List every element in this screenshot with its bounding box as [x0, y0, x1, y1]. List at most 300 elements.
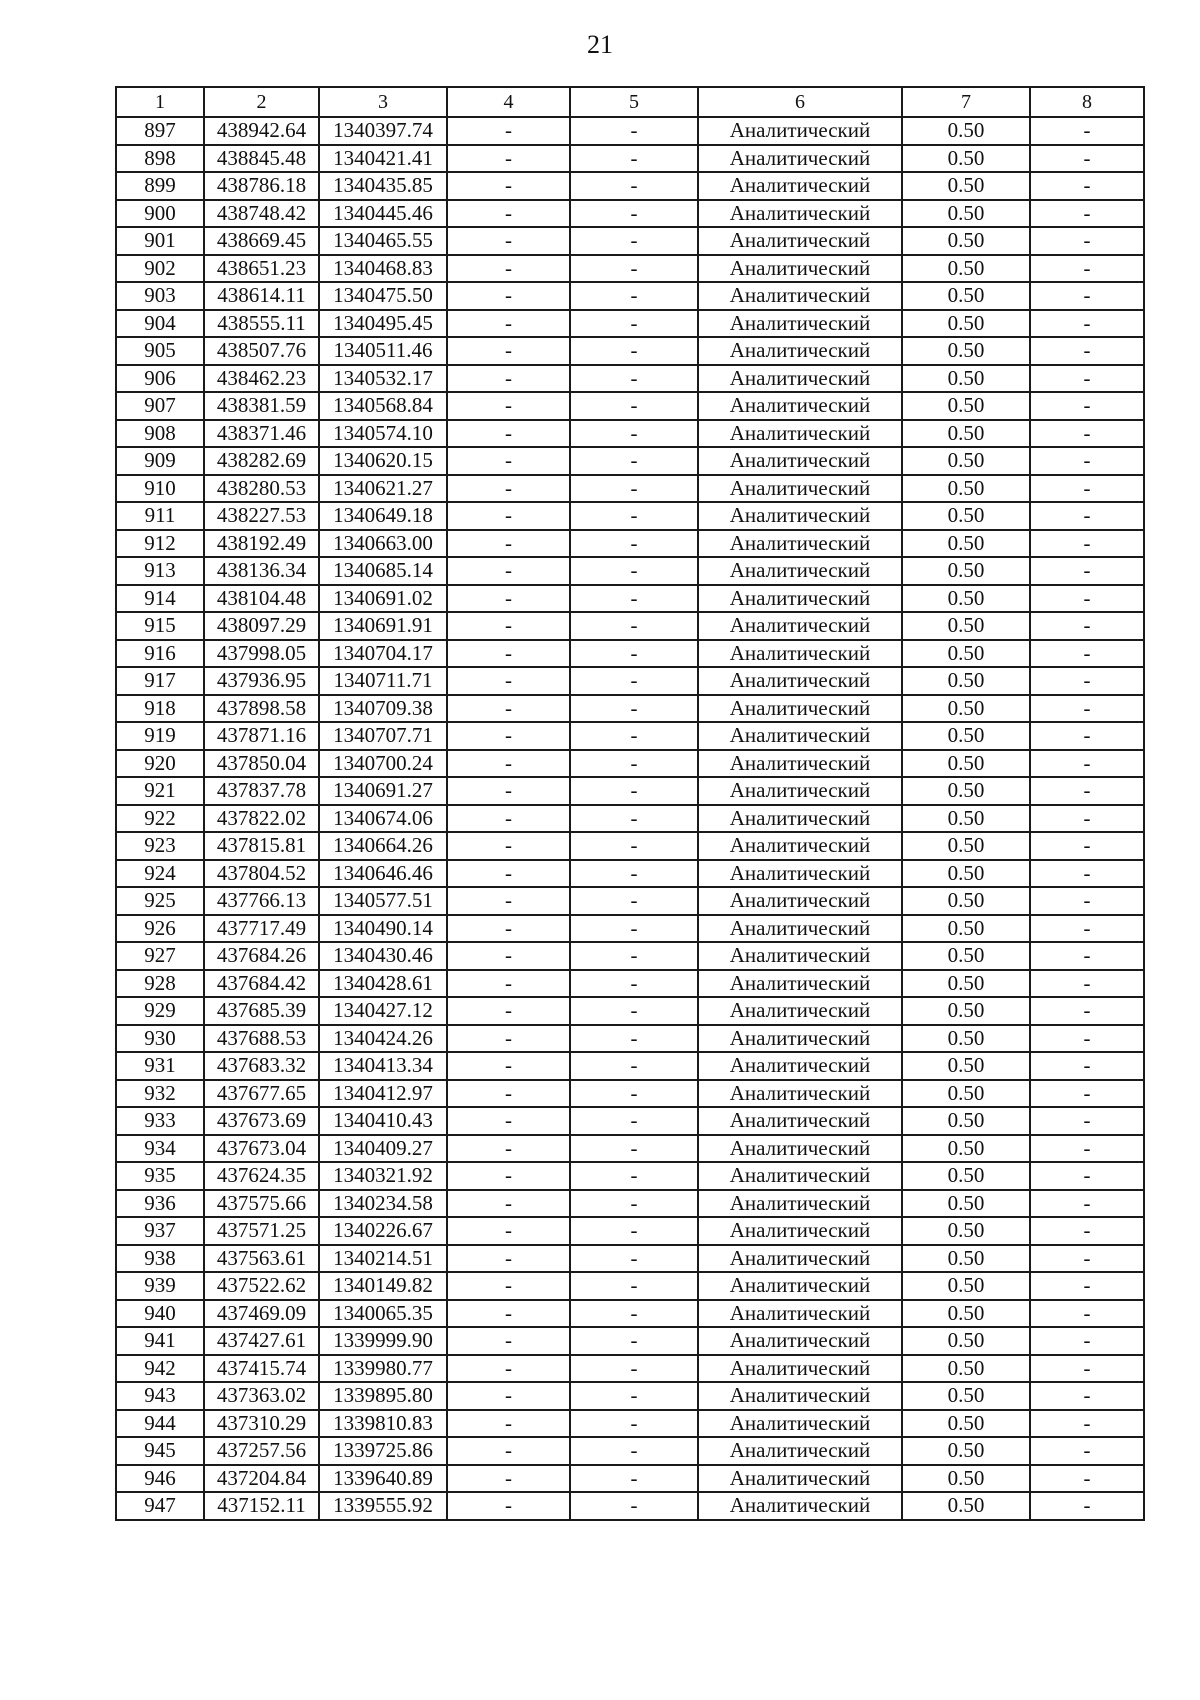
col-8-value-cell: - [1030, 695, 1144, 723]
accuracy-cell: 0.50 [902, 475, 1030, 503]
col-8-value-cell: - [1030, 887, 1144, 915]
col-8-value-cell: - [1030, 1135, 1144, 1163]
col-8-value-cell: - [1030, 420, 1144, 448]
table-row [116, 585, 1144, 613]
y-coordinate-cell: 1340214.51 [319, 1245, 447, 1273]
accuracy-cell: 0.50 [902, 1272, 1030, 1300]
col-4-value-cell: - [447, 1162, 570, 1190]
col-8-value-cell: - [1030, 337, 1144, 365]
accuracy-cell: 0.50 [902, 805, 1030, 833]
x-coordinate-cell: 438669.45 [204, 227, 319, 255]
y-coordinate-cell: 1340664.26 [319, 832, 447, 860]
col-5-value-cell: - [570, 1410, 698, 1438]
method-cell: Аналитический [698, 1245, 902, 1273]
table-row [116, 970, 1144, 998]
col-4-value-cell: - [447, 1107, 570, 1135]
table-row [116, 420, 1144, 448]
point-number-cell: 917 [116, 667, 204, 695]
table-row [116, 282, 1144, 310]
accuracy-cell: 0.50 [902, 200, 1030, 228]
col-5-value-cell: - [570, 777, 698, 805]
col-8-value-cell: - [1030, 502, 1144, 530]
col-5-value-cell: - [570, 942, 698, 970]
method-cell: Аналитический [698, 420, 902, 448]
col-8-value-cell: - [1030, 722, 1144, 750]
col-4-value-cell: - [447, 1217, 570, 1245]
col-8-value-cell: - [1030, 1080, 1144, 1108]
point-number-cell: 937 [116, 1217, 204, 1245]
y-coordinate-cell: 1339810.83 [319, 1410, 447, 1438]
x-coordinate-cell: 437310.29 [204, 1410, 319, 1438]
col-4-value-cell: - [447, 1437, 570, 1465]
table-row [116, 1135, 1144, 1163]
table-row [116, 145, 1144, 173]
col-8-value-cell: - [1030, 585, 1144, 613]
accuracy-cell: 0.50 [902, 1025, 1030, 1053]
accuracy-cell: 0.50 [902, 640, 1030, 668]
y-coordinate-cell: 1340065.35 [319, 1300, 447, 1328]
accuracy-cell: 0.50 [902, 1410, 1030, 1438]
y-coordinate-cell: 1340707.71 [319, 722, 447, 750]
table-row [116, 1162, 1144, 1190]
col-5-value-cell: - [570, 612, 698, 640]
y-coordinate-cell: 1340574.10 [319, 420, 447, 448]
col-8-value-cell: - [1030, 145, 1144, 173]
col-5-value-cell: - [570, 805, 698, 833]
method-cell: Аналитический [698, 1410, 902, 1438]
method-cell: Аналитический [698, 915, 902, 943]
col-8-value-cell: - [1030, 1217, 1144, 1245]
col-4-value-cell: - [447, 805, 570, 833]
col-8-value-cell: - [1030, 942, 1144, 970]
method-cell: Аналитический [698, 502, 902, 530]
point-number-cell: 920 [116, 750, 204, 778]
col-4-value-cell: - [447, 1492, 570, 1520]
point-number-cell: 931 [116, 1052, 204, 1080]
col-5-value-cell: - [570, 227, 698, 255]
table-row [116, 1300, 1144, 1328]
x-coordinate-cell: 437571.25 [204, 1217, 319, 1245]
y-coordinate-cell: 1340413.34 [319, 1052, 447, 1080]
point-number-cell: 914 [116, 585, 204, 613]
col-4-value-cell: - [447, 1382, 570, 1410]
y-coordinate-cell: 1340646.46 [319, 860, 447, 888]
table-row [116, 722, 1144, 750]
col-4-value-cell: - [447, 392, 570, 420]
col-5-value-cell: - [570, 750, 698, 778]
table-row [116, 1025, 1144, 1053]
table-row [116, 860, 1144, 888]
point-number-cell: 909 [116, 447, 204, 475]
accuracy-cell: 0.50 [902, 997, 1030, 1025]
col-4-value-cell: - [447, 447, 570, 475]
col-8-value-cell: - [1030, 612, 1144, 640]
x-coordinate-cell: 437850.04 [204, 750, 319, 778]
coordinates-table [115, 86, 1145, 1521]
method-cell: Аналитический [698, 145, 902, 173]
x-coordinate-cell: 437936.95 [204, 667, 319, 695]
col-5-value-cell: - [570, 1190, 698, 1218]
table-row [116, 997, 1144, 1025]
method-cell: Аналитический [698, 365, 902, 393]
col-4-value-cell: - [447, 200, 570, 228]
table-row [116, 750, 1144, 778]
method-cell: Аналитический [698, 750, 902, 778]
col-5-value-cell: - [570, 310, 698, 338]
col-5-value-cell: - [570, 530, 698, 558]
table-row [116, 1410, 1144, 1438]
col-5-value-cell: - [570, 1327, 698, 1355]
x-coordinate-cell: 437683.32 [204, 1052, 319, 1080]
point-number-cell: 913 [116, 557, 204, 585]
y-coordinate-cell: 1340577.51 [319, 887, 447, 915]
method-cell: Аналитический [698, 1437, 902, 1465]
method-cell: Аналитический [698, 447, 902, 475]
point-number-cell: 941 [116, 1327, 204, 1355]
x-coordinate-cell: 437624.35 [204, 1162, 319, 1190]
accuracy-cell: 0.50 [902, 1135, 1030, 1163]
y-coordinate-cell: 1340468.83 [319, 255, 447, 283]
col-4-value-cell: - [447, 1190, 570, 1218]
y-coordinate-cell: 1340475.50 [319, 282, 447, 310]
col-5-value-cell: - [570, 915, 698, 943]
y-coordinate-cell: 1340428.61 [319, 970, 447, 998]
col-8-value-cell: - [1030, 1052, 1144, 1080]
point-number-cell: 903 [116, 282, 204, 310]
method-cell: Аналитический [698, 1465, 902, 1493]
method-cell: Аналитический [698, 1107, 902, 1135]
method-cell: Аналитический [698, 1025, 902, 1053]
col-4-value-cell: - [447, 750, 570, 778]
table-row [116, 1355, 1144, 1383]
col-4-value-cell: - [447, 887, 570, 915]
accuracy-cell: 0.50 [902, 502, 1030, 530]
point-number-cell: 928 [116, 970, 204, 998]
col-4-value-cell: - [447, 557, 570, 585]
table-row [116, 392, 1144, 420]
col-4-value-cell: - [447, 282, 570, 310]
col-4-value-cell: - [447, 1052, 570, 1080]
col-4-value-cell: - [447, 942, 570, 970]
point-number-cell: 904 [116, 310, 204, 338]
table-row [116, 942, 1144, 970]
x-coordinate-cell: 438227.53 [204, 502, 319, 530]
col-4-value-cell: - [447, 172, 570, 200]
col-4-value-cell: - [447, 777, 570, 805]
col-5-value-cell: - [570, 667, 698, 695]
table-row [116, 1437, 1144, 1465]
x-coordinate-cell: 438507.76 [204, 337, 319, 365]
table-row [116, 1217, 1144, 1245]
x-coordinate-cell: 437673.69 [204, 1107, 319, 1135]
method-cell: Аналитический [698, 1382, 902, 1410]
column-header-1: 1 [116, 87, 204, 117]
col-4-value-cell: - [447, 1135, 570, 1163]
point-number-cell: 925 [116, 887, 204, 915]
col-5-value-cell: - [570, 695, 698, 723]
point-number-cell: 923 [116, 832, 204, 860]
column-header-6: 6 [698, 87, 902, 117]
point-number-cell: 939 [116, 1272, 204, 1300]
x-coordinate-cell: 437563.61 [204, 1245, 319, 1273]
method-cell: Аналитический [698, 1135, 902, 1163]
point-number-cell: 900 [116, 200, 204, 228]
point-number-cell: 906 [116, 365, 204, 393]
accuracy-cell: 0.50 [902, 172, 1030, 200]
method-cell: Аналитический [698, 337, 902, 365]
y-coordinate-cell: 1340704.17 [319, 640, 447, 668]
point-number-cell: 916 [116, 640, 204, 668]
point-number-cell: 918 [116, 695, 204, 723]
col-8-value-cell: - [1030, 1162, 1144, 1190]
method-cell: Аналитический [698, 282, 902, 310]
col-8-value-cell: - [1030, 117, 1144, 145]
col-5-value-cell: - [570, 365, 698, 393]
accuracy-cell: 0.50 [902, 1107, 1030, 1135]
col-4-value-cell: - [447, 255, 570, 283]
x-coordinate-cell: 437673.04 [204, 1135, 319, 1163]
method-cell: Аналитический [698, 200, 902, 228]
x-coordinate-cell: 438282.69 [204, 447, 319, 475]
col-8-value-cell: - [1030, 447, 1144, 475]
col-8-value-cell: - [1030, 530, 1144, 558]
col-5-value-cell: - [570, 1382, 698, 1410]
table-row [116, 557, 1144, 585]
x-coordinate-cell: 437804.52 [204, 860, 319, 888]
col-5-value-cell: - [570, 420, 698, 448]
col-4-value-cell: - [447, 420, 570, 448]
x-coordinate-cell: 437684.42 [204, 970, 319, 998]
point-number-cell: 902 [116, 255, 204, 283]
col-8-value-cell: - [1030, 172, 1144, 200]
table-row [116, 667, 1144, 695]
x-coordinate-cell: 437685.39 [204, 997, 319, 1025]
col-5-value-cell: - [570, 447, 698, 475]
accuracy-cell: 0.50 [902, 1190, 1030, 1218]
y-coordinate-cell: 1340409.27 [319, 1135, 447, 1163]
col-4-value-cell: - [447, 1327, 570, 1355]
y-coordinate-cell: 1340709.38 [319, 695, 447, 723]
table-row [116, 310, 1144, 338]
accuracy-cell: 0.50 [902, 585, 1030, 613]
x-coordinate-cell: 438462.23 [204, 365, 319, 393]
accuracy-cell: 0.50 [902, 777, 1030, 805]
accuracy-cell: 0.50 [902, 612, 1030, 640]
col-5-value-cell: - [570, 145, 698, 173]
y-coordinate-cell: 1339725.86 [319, 1437, 447, 1465]
col-4-value-cell: - [447, 612, 570, 640]
accuracy-cell: 0.50 [902, 365, 1030, 393]
col-8-value-cell: - [1030, 365, 1144, 393]
x-coordinate-cell: 438786.18 [204, 172, 319, 200]
x-coordinate-cell: 437415.74 [204, 1355, 319, 1383]
y-coordinate-cell: 1340226.67 [319, 1217, 447, 1245]
column-header-5: 5 [570, 87, 698, 117]
col-4-value-cell: - [447, 1272, 570, 1300]
y-coordinate-cell: 1340691.27 [319, 777, 447, 805]
col-5-value-cell: - [570, 392, 698, 420]
point-number-cell: 946 [116, 1465, 204, 1493]
col-4-value-cell: - [447, 502, 570, 530]
col-4-value-cell: - [447, 1245, 570, 1273]
x-coordinate-cell: 437522.62 [204, 1272, 319, 1300]
accuracy-cell: 0.50 [902, 1465, 1030, 1493]
method-cell: Аналитический [698, 695, 902, 723]
table-row [116, 255, 1144, 283]
y-coordinate-cell: 1340430.46 [319, 942, 447, 970]
table-row [116, 640, 1144, 668]
x-coordinate-cell: 437469.09 [204, 1300, 319, 1328]
y-coordinate-cell: 1339555.92 [319, 1492, 447, 1520]
col-8-value-cell: - [1030, 1107, 1144, 1135]
table-row [116, 365, 1144, 393]
method-cell: Аналитический [698, 1052, 902, 1080]
method-cell: Аналитический [698, 1162, 902, 1190]
method-cell: Аналитический [698, 310, 902, 338]
accuracy-cell: 0.50 [902, 530, 1030, 558]
method-cell: Аналитический [698, 1327, 902, 1355]
method-cell: Аналитический [698, 777, 902, 805]
col-5-value-cell: - [570, 1135, 698, 1163]
accuracy-cell: 0.50 [902, 1162, 1030, 1190]
x-coordinate-cell: 437363.02 [204, 1382, 319, 1410]
table-row [116, 1190, 1144, 1218]
col-4-value-cell: - [447, 667, 570, 695]
col-5-value-cell: - [570, 1162, 698, 1190]
table-row [116, 117, 1144, 145]
x-coordinate-cell: 437717.49 [204, 915, 319, 943]
col-4-value-cell: - [447, 1465, 570, 1493]
table-row [116, 1052, 1144, 1080]
accuracy-cell: 0.50 [902, 310, 1030, 338]
y-coordinate-cell: 1340435.85 [319, 172, 447, 200]
col-5-value-cell: - [570, 1080, 698, 1108]
col-5-value-cell: - [570, 860, 698, 888]
accuracy-cell: 0.50 [902, 750, 1030, 778]
accuracy-cell: 0.50 [902, 942, 1030, 970]
accuracy-cell: 0.50 [902, 695, 1030, 723]
col-4-value-cell: - [447, 475, 570, 503]
accuracy-cell: 0.50 [902, 887, 1030, 915]
method-cell: Аналитический [698, 227, 902, 255]
method-cell: Аналитический [698, 585, 902, 613]
col-4-value-cell: - [447, 145, 570, 173]
point-number-cell: 898 [116, 145, 204, 173]
col-8-value-cell: - [1030, 557, 1144, 585]
accuracy-cell: 0.50 [902, 282, 1030, 310]
point-number-cell: 927 [116, 942, 204, 970]
col-5-value-cell: - [570, 475, 698, 503]
col-5-value-cell: - [570, 997, 698, 1025]
col-5-value-cell: - [570, 117, 698, 145]
point-number-cell: 945 [116, 1437, 204, 1465]
accuracy-cell: 0.50 [902, 1300, 1030, 1328]
col-8-value-cell: - [1030, 1190, 1144, 1218]
table-header-row [116, 87, 1144, 117]
method-cell: Аналитический [698, 997, 902, 1025]
y-coordinate-cell: 1340321.92 [319, 1162, 447, 1190]
point-number-cell: 932 [116, 1080, 204, 1108]
accuracy-cell: 0.50 [902, 145, 1030, 173]
method-cell: Аналитический [698, 557, 902, 585]
column-header-4: 4 [447, 87, 570, 117]
table-row [116, 1272, 1144, 1300]
point-number-cell: 919 [116, 722, 204, 750]
x-coordinate-cell: 438942.64 [204, 117, 319, 145]
x-coordinate-cell: 438104.48 [204, 585, 319, 613]
point-number-cell: 933 [116, 1107, 204, 1135]
col-8-value-cell: - [1030, 200, 1144, 228]
column-header-8: 8 [1030, 87, 1144, 117]
table-row [116, 1492, 1144, 1520]
method-cell: Аналитический [698, 172, 902, 200]
table-row [116, 227, 1144, 255]
method-cell: Аналитический [698, 1355, 902, 1383]
point-number-cell: 929 [116, 997, 204, 1025]
x-coordinate-cell: 437815.81 [204, 832, 319, 860]
y-coordinate-cell: 1340663.00 [319, 530, 447, 558]
method-cell: Аналитический [698, 1190, 902, 1218]
col-4-value-cell: - [447, 1025, 570, 1053]
method-cell: Аналитический [698, 392, 902, 420]
accuracy-cell: 0.50 [902, 337, 1030, 365]
accuracy-cell: 0.50 [902, 117, 1030, 145]
col-4-value-cell: - [447, 585, 570, 613]
table-row [116, 1327, 1144, 1355]
table-row [116, 475, 1144, 503]
y-coordinate-cell: 1340410.43 [319, 1107, 447, 1135]
table-body [116, 117, 1144, 1520]
point-number-cell: 910 [116, 475, 204, 503]
table-row [116, 695, 1144, 723]
col-5-value-cell: - [570, 1437, 698, 1465]
method-cell: Аналитический [698, 612, 902, 640]
method-cell: Аналитический [698, 255, 902, 283]
method-cell: Аналитический [698, 1300, 902, 1328]
accuracy-cell: 0.50 [902, 832, 1030, 860]
col-4-value-cell: - [447, 970, 570, 998]
col-5-value-cell: - [570, 1465, 698, 1493]
col-5-value-cell: - [570, 282, 698, 310]
x-coordinate-cell: 437684.26 [204, 942, 319, 970]
x-coordinate-cell: 438097.29 [204, 612, 319, 640]
col-4-value-cell: - [447, 832, 570, 860]
y-coordinate-cell: 1340412.97 [319, 1080, 447, 1108]
table-row [116, 777, 1144, 805]
accuracy-cell: 0.50 [902, 420, 1030, 448]
point-number-cell: 944 [116, 1410, 204, 1438]
x-coordinate-cell: 438192.49 [204, 530, 319, 558]
table-row [116, 805, 1144, 833]
method-cell: Аналитический [698, 667, 902, 695]
x-coordinate-cell: 438651.23 [204, 255, 319, 283]
page-number: 21 [587, 30, 613, 59]
accuracy-cell: 0.50 [902, 1245, 1030, 1273]
x-coordinate-cell: 437688.53 [204, 1025, 319, 1053]
col-5-value-cell: - [570, 337, 698, 365]
col-5-value-cell: - [570, 887, 698, 915]
point-number-cell: 934 [116, 1135, 204, 1163]
point-number-cell: 926 [116, 915, 204, 943]
table-row [116, 915, 1144, 943]
accuracy-cell: 0.50 [902, 970, 1030, 998]
accuracy-cell: 0.50 [902, 1492, 1030, 1520]
y-coordinate-cell: 1340621.27 [319, 475, 447, 503]
column-header-7: 7 [902, 87, 1030, 117]
accuracy-cell: 0.50 [902, 1217, 1030, 1245]
table-row [116, 1382, 1144, 1410]
method-cell: Аналитический [698, 640, 902, 668]
